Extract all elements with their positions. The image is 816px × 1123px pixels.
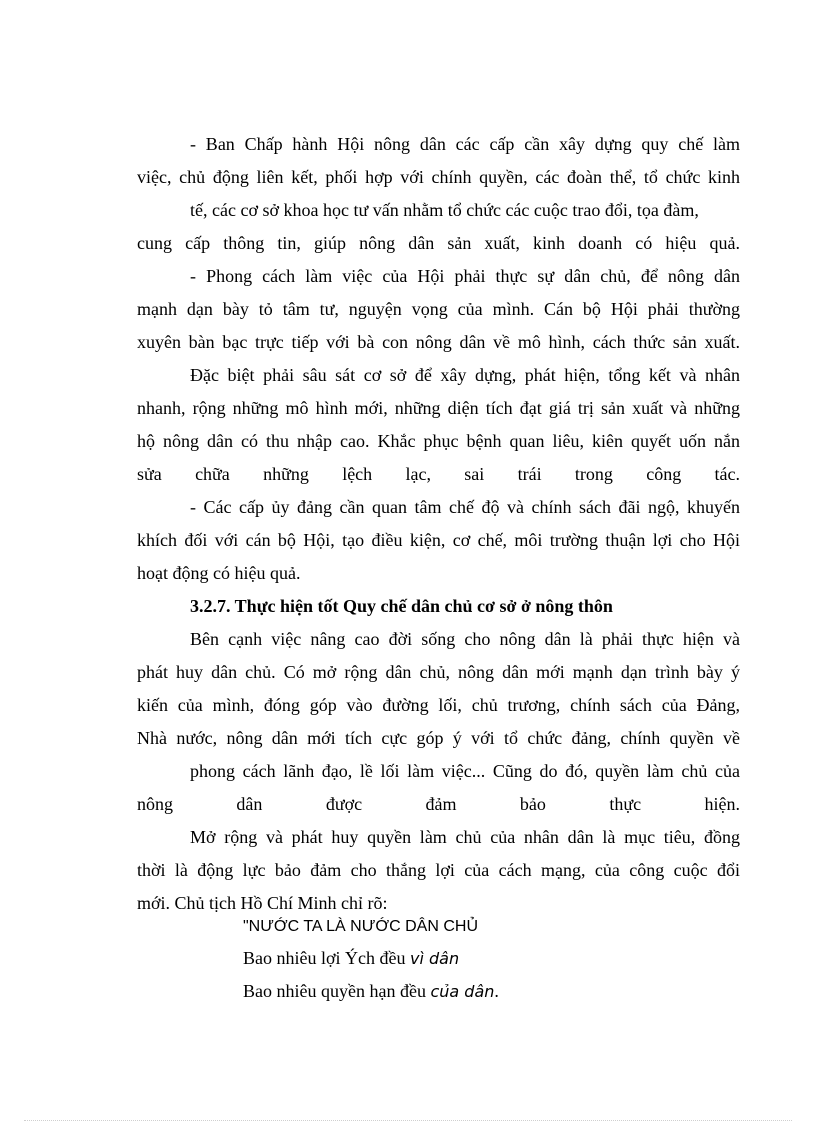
paragraph-line: - Các cấp ủy đảng cần quan tâm chế độ và chính sách đãi ngộ, khuyến [190,497,740,517]
paragraph-line: hoạt động có hiệu quả. [137,563,301,583]
paragraph-line: tế, các cơ sở khoa học tư vấn nhằm tổ chức các cuộc trao đổi, tọa đàm, [190,200,699,220]
paragraph-line: kiến của mình, đóng góp vào đường lối, chủ trương, chính sách của Đảng, [137,695,740,715]
paragraph-line: phong cách lãnh đạo, lề lối làm việc... Cũng do đó, quyền làm chủ của [190,761,740,781]
quote-line: "NƯỚC TA LÀ NƯỚC DÂN CHỦ [243,918,478,935]
paragraph-line: Nhà nước, nông dân mới tích cực góp ý với tổ chức đảng, chính quyền về [137,728,740,748]
paragraph-line: - Ban Chấp hành Hội nông dân các cấp cần xây dựng quy chế làm [190,134,740,154]
paragraph-line: Bên cạnh việc nâng cao đời sống cho nông dân là phải thực hiện và [190,629,740,649]
quote-line [243,947,459,970]
paragraph-line: phát huy dân chủ. Có mở rộng dân chủ, nông dân mới mạnh dạn trình bày ý [137,662,740,682]
paragraph-line: hộ nông dân có thu nhập cao. Khắc phục bệnh quan liêu, kiên quyết uốn nắn [137,431,740,451]
quote-text: Bao nhiêu quyền hạn đều [243,981,431,1001]
quote-line [243,980,499,1003]
paragraph-line: cung cấp thông tin, giúp nông dân sản xuất, kinh doanh có hiệu quả. [137,233,740,253]
quote-text: Bao nhiêu lợi Ých đều [243,948,410,968]
quote-punctuation: . [494,981,499,1001]
paragraph-line: Đặc biệt phải sâu sát cơ sở để xây dựng, phát hiện, tổng kết và nhân [190,365,740,385]
paragraph-line: sửa chữa những lệch lạc, sai trái trong công tác. [137,464,740,484]
paragraph-line: việc, chủ động liên kết, phối hợp với chính quyền, các đoàn thể, tổ chức kinh [137,167,740,187]
paragraph-line: thời là động lực bảo đảm cho thắng lợi của cách mạng, của công cuộc đổi [137,860,740,880]
paragraph-line: mới. Chủ tịch Hồ Chí Minh chỉ rõ: [137,893,388,913]
quote-emphasis: của dân [430,982,495,1001]
paragraph-line: xuyên bàn bạc trực tiếp với bà con nông dân về mô hình, cách thức sản xuất. [137,332,740,352]
paragraph-line: Mở rộng và phát huy quyền làm chủ của nhân dân là mục tiêu, đồng [190,827,740,847]
paragraph-line: nông dân được đảm bảo thực hiện. [137,794,740,814]
paragraph-line: nhanh, rộng những mô hình mới, những diện tích đạt giá trị sản xuất và những [137,398,740,418]
paragraph-line: khích đối với cán bộ Hội, tạo điều kiện, cơ chế, môi trường thuận lợi cho Hội [137,530,740,550]
page-bottom-rule [24,1120,792,1121]
section-heading: 3.2.7. Thực hiện tốt Quy chế dân chủ cơ sở ở nông thôn [190,596,613,616]
paragraph-line: mạnh dạn bày tỏ tâm tư, nguyện vọng của mình. Cán bộ Hội phải thường [137,299,740,319]
quote-emphasis: vì dân [409,949,460,968]
paragraph-line: - Phong cách làm việc của Hội phải thực sự dân chủ, để nông dân [190,266,740,286]
